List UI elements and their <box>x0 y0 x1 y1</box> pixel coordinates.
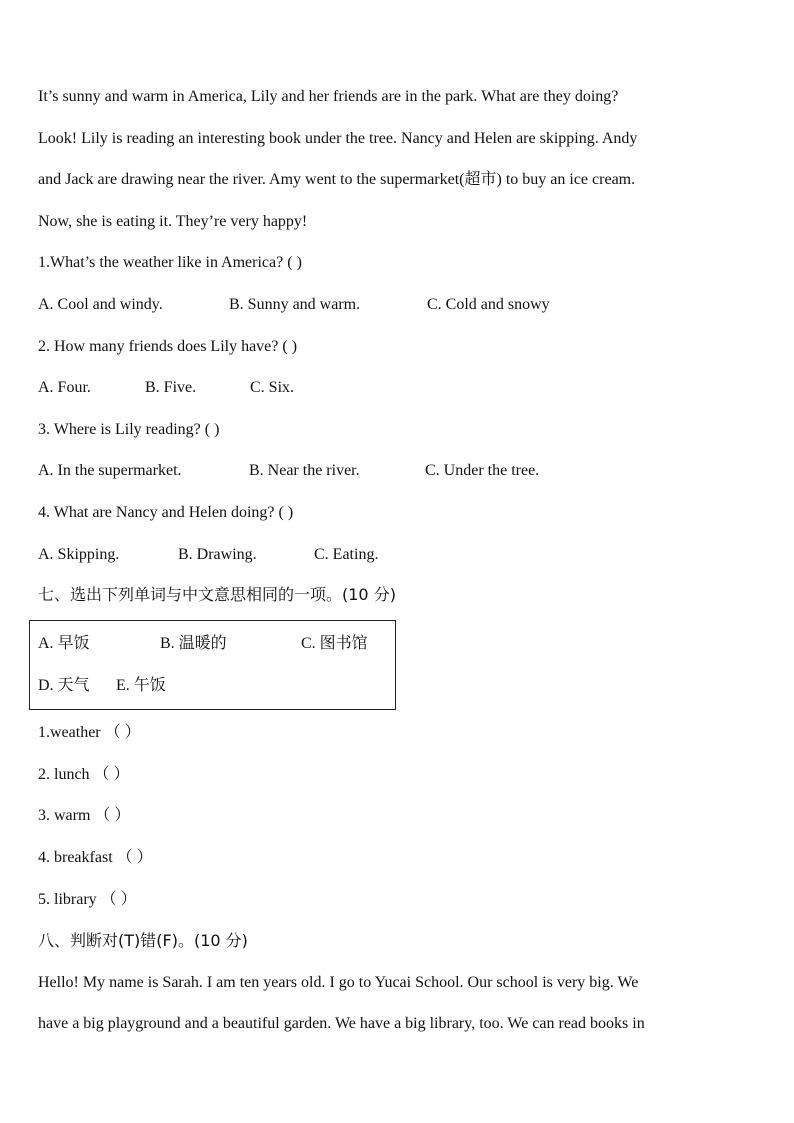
passage-line: Now, she is eating it. They’re very happy! <box>38 213 308 230</box>
word-bank-box <box>29 620 396 710</box>
option-c: C. Six. <box>250 379 295 396</box>
word-bank-row <box>38 633 368 655</box>
option-b: B. Near the river. <box>249 462 360 479</box>
question-4: 4. What are Nancy and Helen doing? ( ) <box>38 504 294 521</box>
passage-line: It’s sunny and warm in America, Lily and her friends are in the park. What are they doing? <box>38 88 619 105</box>
passage-line: Look! Lily is reading an interesting book under the tree. Nancy and Helen are skipping. Andy <box>38 130 638 147</box>
option-b: B. Drawing. <box>178 546 257 563</box>
word-option-e: E. 午饭 <box>116 677 166 694</box>
section-7-heading: 七、选出下列单词与中文意思相同的一项。(10 分) <box>38 585 396 604</box>
match-item-5: 5. library （ ） <box>38 891 137 908</box>
option-a: A. Four. <box>38 379 91 396</box>
option-c: C. Eating. <box>314 546 379 563</box>
word-bank-row <box>38 675 166 697</box>
question-3-options <box>38 460 539 482</box>
passage-line: have a big playground and a beautiful garden. We have a big library, too. We can read books in <box>38 1015 645 1032</box>
question-3: 3. Where is Lily reading? ( ) <box>38 421 220 438</box>
word-option-a: A. 早饭 <box>38 635 90 652</box>
option-c: C. Under the tree. <box>425 462 540 479</box>
option-b: B. Five. <box>145 379 197 396</box>
question-2-options <box>38 377 294 399</box>
option-a: A. Skipping. <box>38 546 120 563</box>
question-1: 1.What’s the weather like in America? ( ) <box>38 254 302 271</box>
passage-line: and Jack are drawing near the river. Amy went to the supermarket(超市) to buy an ice cream. <box>38 171 636 188</box>
question-2: 2. How many friends does Lily have? ( ) <box>38 338 298 355</box>
match-item-2: 2. lunch （ ） <box>38 766 130 783</box>
option-c: C. Cold and snowy <box>427 296 550 313</box>
word-option-c: C. 图书馆 <box>301 635 368 652</box>
option-a: A. In the supermarket. <box>38 462 182 479</box>
match-item-1: 1.weather （ ） <box>38 724 141 741</box>
option-a: A. Cool and windy. <box>38 296 163 313</box>
word-option-b: B. 温暖的 <box>160 635 227 652</box>
option-b: B. Sunny and warm. <box>229 296 361 313</box>
passage-line: Hello! My name is Sarah. I am ten years old. I go to Yucai School. Our school is very big. We <box>38 974 639 991</box>
match-item-3: 3. warm （ ） <box>38 807 131 824</box>
word-option-d: D. 天气 <box>38 677 90 694</box>
section-8-heading: 八、判断对(T)错(F)。(10 分) <box>38 931 248 950</box>
question-1-options <box>38 294 550 316</box>
question-4-options <box>38 544 378 566</box>
match-item-4: 4. breakfast （ ） <box>38 849 153 866</box>
